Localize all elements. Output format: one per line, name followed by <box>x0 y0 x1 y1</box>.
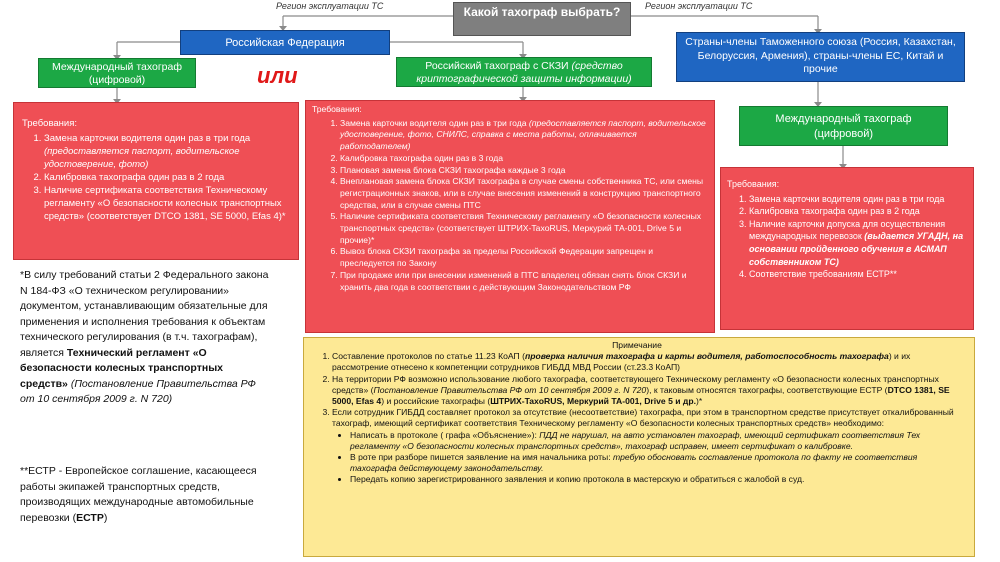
footnote-regulation: *В силу требований статьи 2 Федерального закона N 184-ФЗ «О техническом регулировании» документом, устанавливающим обязательные для применения и исполнения требования к объектам технического регулирования (в т.ч. тахографам), является Технический регламент «О безопасности колесных транспортных средств» (Постановление Правительства РФ от 10 сентября 2009 г. N 720) <box>20 269 269 405</box>
skzi-tacho-box <box>396 57 652 87</box>
requirements-right-item: 3. Наличие карточки допуска для осуществления международных перевозок (выдается УГАДН, на основании пройденного обучения в АСМАП собственником ТС) <box>749 218 967 268</box>
note-box <box>303 337 975 557</box>
requirements-left-item: 1. Замена карточки водителя один раз в три года (предоставляется паспорт, водительское удостоверение, фото) <box>44 132 290 171</box>
requirements-right-box <box>720 167 974 330</box>
requirements-left-item: 3. Наличие сертификата соответствия Техническому регламенту «О безопасности колесных транспортных средств» (соответствует DTCO 1381, SE 5000, Efas 4)* <box>44 184 290 223</box>
note-title: Примечание <box>612 340 662 350</box>
requirements-skzi-item: 2. Калибровка тахографа один раз в 3 года <box>340 153 708 165</box>
note-subitem: • Написать в протоколе ( графа «Объяснение»): ПДД не нарушал, на авто установлен тахограф, имеющий сертификат соответствия Тех регламенту «О безопасности колесных транспортных средств», тахограф исправен, имеет сертификат о калибровке. <box>350 430 966 452</box>
customs-union-box: Страны-члены Таможенного союза (Россия, Казахстан, Белоруссия, Армения), страны-члены ЕС, Китай и прочие <box>676 32 965 82</box>
question-box: Какой тахограф выбрать? <box>453 2 631 36</box>
russia-box: Российская Федерация <box>180 30 390 55</box>
footnote-estr: **ЕСТР - Европейское соглашение, касающееся работы экипажей транспортных средств, производящих международные автомобильные перевозки (ЕСТР) <box>20 465 257 524</box>
skzi-tacho-note: (средство криптографической защиты информации) <box>416 60 632 85</box>
requirements-skzi-item: 5. Наличие сертификата соответствия Техническому регламенту «О безопасности колесных транспортных средств» (соответствует ШТРИХ-TaxoRUS, Меркурий ТА-001, Drive 5 и прочие)* <box>340 211 708 246</box>
note-item: 1. Составление протоколов по статье 11.23 КоАП (проверка наличия тахографа и карты водителя, работоспособность тахографа) и их рассмотрение отнесено к компетенции сотрудников ГИБДД МВД России (ст.23.3 КоАП) <box>332 351 966 373</box>
or-label: или <box>257 63 298 88</box>
requirements-skzi-title: Требования: <box>312 104 362 114</box>
requirements-skzi-item: 3. Плановая замена блока СКЗИ тахографа каждые 3 года <box>340 165 708 177</box>
region-label-left: Регион эксплуатации ТС <box>276 1 384 11</box>
note-subitem: • Передать копию зарегистрированного заявления и копию протокола в мастерскую и обратиться с жалобой в суд. <box>350 474 966 485</box>
note-item: 2. На территории РФ возможно использование любого тахографа, соответствующего Техническому регламенту «О безопасности колесных транспортных средств» (Постановление Правительства РФ от 10 сентября 2009 г. N 720), к таковым относятся тахографы, соответствующие ЕСТР (DTCO 1381, SE 5000, Efas 4) и российские тахографы (ШТРИХ-TaxoRUS, Меркурий ТА-001, Drive 5 и др.)* <box>332 374 966 408</box>
requirements-skzi-item: 7. При продаже или при внесении изменений в ПТС владелец обязан снять блок СКЗИ и хранить два года в соответствии с действующим Законодательством РФ <box>340 270 708 293</box>
skzi-tacho-title: Российский тахограф с СКЗИ <box>425 60 572 72</box>
requirements-right-item: 2. Калибровка тахографа один раз в 2 года <box>749 205 967 218</box>
intl-tacho-left-box: Международный тахограф (цифровой) <box>38 58 196 88</box>
requirements-skzi-item: 6. Вывоз блока СКЗИ тахографа за пределы Российской Федерации запрещен и преследуется по Закону <box>340 246 708 269</box>
note-subitem: • В роте при разборе пишется заявление на имя начальника роты: требую обосновать составление протокола по факту не соответствия тахографа действующему законодательству. <box>350 452 966 474</box>
requirements-right-title: Требования: <box>727 179 780 189</box>
intl-tacho-right-box: Международный тахограф (цифровой) <box>739 106 948 146</box>
requirements-right-item: 1. Замена карточки водителя один раз в три года <box>749 193 967 206</box>
requirements-left-box <box>13 102 299 260</box>
requirements-left-item: 2. Калибровка тахографа один раз в 2 года <box>44 171 290 184</box>
requirements-skzi-item: 4. Внеплановая замена блока СКЗИ тахографа в случае смены собственника ТС, или смены регистрационных знаков, или в случае внесения изменений в конструкцию транспортного средства, или в случае смены ПТС <box>340 176 708 211</box>
region-label-right: Регион эксплуатации ТС <box>645 1 753 11</box>
note-item: 3. Если сотрудник ГИБДД составляет протокол за отсутствие (несоответствие) тахографа, при этом в транспортном средстве присутствует откалиброванный тахограф, имеющий сертификат соответствия Техническому регламенту «О безопасности колесных транспортных средств» необходимо: • Написать в протоколе ( графа «Объяснение»): ПДД не нарушал, на авто установлен тахограф, имеющий сертификат соответствия Тех регламенту «О безопасности колесных транспортных средств», тахограф исправен, имеет сертификат о калибровке. • В роте при разборе пишется заявление на имя начальника роты: требую обосновать составление протокола по факту не соответствия тахографа действующему законодательству. • Передать копию зарегистрированного заявления и копию протокола в мастерскую и обратиться с жалобой в суд. <box>332 407 966 485</box>
requirements-skzi-box <box>305 100 715 333</box>
requirements-right-item: 4. Соответствие требованиям ЕСТР** <box>749 268 967 281</box>
requirements-skzi-item: 1. Замена карточки водителя один раз в три года (предоставляется паспорт, водительское удостоверение, фото, СНИЛС, справка с места работы, оплачивается работодателем) <box>340 118 708 153</box>
requirements-left-title: Требования: <box>22 118 78 129</box>
